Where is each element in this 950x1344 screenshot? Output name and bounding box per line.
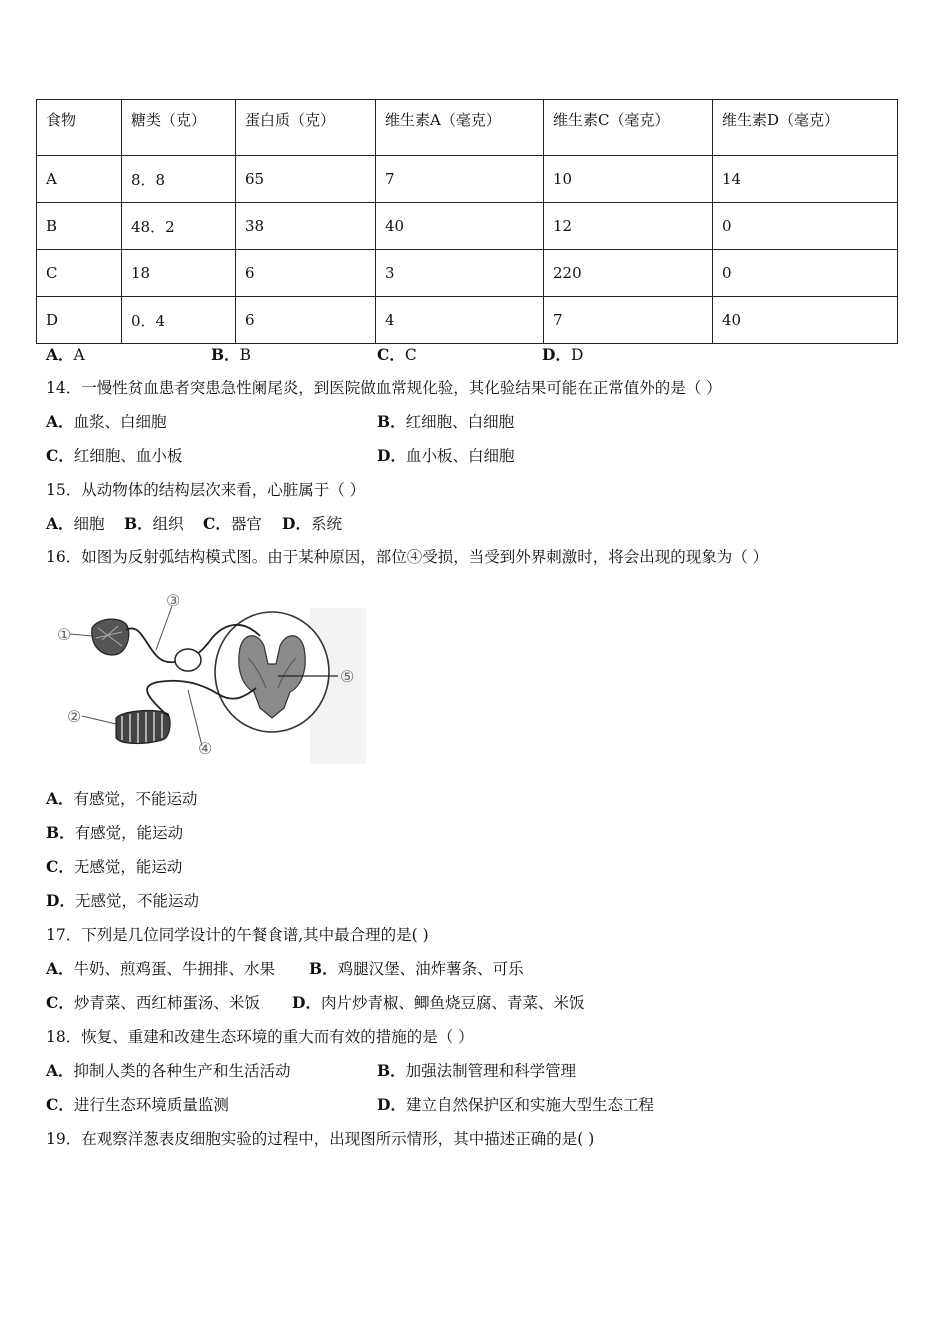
q17-option-a[interactable]: [46, 957, 275, 979]
option-text: 有感觉，不能运动: [73, 790, 198, 808]
option-text: 器官: [230, 515, 262, 533]
option-text: 抑制人类的各种生产和生活活动: [73, 1062, 291, 1080]
option-text: 血浆、白细胞: [73, 413, 167, 431]
q16-option-b[interactable]: [46, 821, 183, 843]
option-label: A．: [46, 345, 74, 364]
q19-stem: 19．在观察洋葱表皮细胞实验的过程中，出现图所示情形，其中描述正确的是( ): [46, 1130, 595, 1148]
table-row: [37, 250, 898, 297]
table-cell: 40: [713, 297, 898, 344]
option-text: 进行生态环境质量监测: [73, 1096, 229, 1114]
option-label: C．: [203, 514, 231, 533]
table-header-cell: 维生素D（毫克）: [713, 100, 898, 156]
reflex-arc-diagram: [52, 588, 368, 768]
q14-stem: 14．一慢性贫血患者突患急性阑尾炎，到医院做血常规化验，其化验结果可能在正常值外的是（ ）: [46, 379, 722, 397]
option-text: 红细胞、白细胞: [405, 413, 515, 431]
q17-stem: 17．下列是几位同学设计的午餐食谱,其中最合理的是( ): [46, 926, 429, 944]
table-cell: 40: [376, 203, 544, 250]
table-cell: 65: [236, 156, 376, 203]
q15-stem: 15．从动物体的结构层次来看，心脏属于（ ）: [46, 481, 366, 499]
option-text: 炒青菜、西红柿蛋汤、米饭: [73, 994, 260, 1012]
option-label: B．: [309, 959, 338, 978]
option-text: 无感觉，能运动: [73, 858, 183, 876]
reflex-arc-svg: [52, 588, 368, 768]
option-label: B．: [46, 823, 75, 842]
table-cell: D: [37, 297, 122, 344]
spinal-cord: [215, 612, 329, 732]
ganglion: [175, 649, 201, 671]
q14-option-a[interactable]: [46, 410, 167, 432]
q14-option-c[interactable]: [46, 444, 182, 466]
option-label: A．: [46, 1061, 74, 1080]
q13-option-c[interactable]: [377, 343, 417, 365]
option-label: A．: [46, 412, 74, 431]
q16-option-d[interactable]: [46, 889, 199, 911]
option-text: 鸡腿汉堡、油炸薯条、可乐: [337, 960, 524, 978]
label-4: ④: [198, 739, 213, 758]
table-header-cell: 蛋白质（克）: [236, 100, 376, 156]
option-label: D．: [542, 345, 571, 364]
label-2: ②: [67, 707, 82, 726]
q14-option-b[interactable]: [377, 410, 514, 432]
table-cell: B: [37, 203, 122, 250]
table-cell: 3: [376, 250, 544, 297]
option-text: 肉片炒青椒、鲫鱼烧豆腐、青菜、米饭: [320, 994, 585, 1012]
option-text: 系统: [310, 515, 342, 533]
table-cell: 6: [236, 250, 376, 297]
q18-stem: 18．恢复、重建和改建生态环境的重大而有效的措施的是（ ）: [46, 1028, 474, 1046]
table-header-cell: 食物: [37, 100, 122, 156]
q13-option-b[interactable]: [211, 343, 251, 365]
table-header-cell: 糖类（克）: [122, 100, 236, 156]
q17-option-d[interactable]: [292, 991, 584, 1013]
option-text: 无感觉，不能运动: [74, 892, 199, 910]
q16-option-c[interactable]: [46, 855, 182, 877]
q16-option-a[interactable]: [46, 787, 198, 809]
table-header-row: [37, 100, 898, 156]
option-label: D．: [292, 993, 321, 1012]
q15-option-a[interactable]: [46, 512, 105, 534]
effector: [116, 711, 170, 744]
table-cell: A: [37, 156, 122, 203]
option-text: C: [404, 346, 417, 364]
label-1: ①: [57, 625, 72, 644]
option-label: C．: [377, 345, 405, 364]
option-text: B: [239, 346, 251, 364]
option-label: A．: [46, 789, 74, 808]
table-cell: 220: [544, 250, 713, 297]
option-text: 血小板、白细胞: [405, 447, 515, 465]
q18-option-d[interactable]: [377, 1093, 654, 1115]
table-cell: 8．8: [122, 156, 236, 203]
option-label: A．: [46, 959, 74, 978]
option-text: 细胞: [73, 515, 105, 533]
option-label: C．: [46, 993, 74, 1012]
q14-option-d[interactable]: [377, 444, 514, 466]
q15-option-d[interactable]: [282, 512, 342, 534]
option-label: C．: [46, 1095, 74, 1114]
option-text: 牛奶、煎鸡蛋、牛拥排、水果: [73, 960, 276, 978]
table-cell: 4: [376, 297, 544, 344]
option-text: 红细胞、血小板: [73, 447, 183, 465]
table-cell: 12: [544, 203, 713, 250]
table-row: [37, 156, 898, 203]
option-label: B．: [377, 1061, 406, 1080]
table-cell: 0: [713, 203, 898, 250]
option-text: 有感觉，能运动: [74, 824, 184, 842]
option-label: C．: [46, 857, 74, 876]
q18-option-a[interactable]: [46, 1059, 291, 1081]
option-label: C．: [46, 446, 74, 465]
table-cell: 0: [713, 250, 898, 297]
option-label: D．: [377, 1095, 406, 1114]
option-label: B．: [377, 412, 406, 431]
option-text: A: [73, 346, 85, 364]
option-label: D．: [46, 891, 75, 910]
table-cell: 38: [236, 203, 376, 250]
table-cell: 0．4: [122, 297, 236, 344]
label-3: ③: [166, 591, 181, 610]
q13-option-d[interactable]: [542, 343, 583, 365]
q17-option-b[interactable]: [309, 957, 524, 979]
food-nutrient-table: [36, 99, 898, 344]
option-label: D．: [282, 514, 311, 533]
table-cell: 7: [544, 297, 713, 344]
option-text: 组织: [152, 515, 184, 533]
table-cell: 14: [713, 156, 898, 203]
q13-option-a[interactable]: [46, 343, 85, 365]
option-label: B．: [124, 514, 153, 533]
table-row: [37, 203, 898, 250]
table-header-cell: 维生素C（毫克）: [544, 100, 713, 156]
table-cell: 10: [544, 156, 713, 203]
option-text: 加强法制管理和科学管理: [405, 1062, 577, 1080]
table-cell: 18: [122, 250, 236, 297]
option-text: D: [570, 346, 584, 364]
q17-option-c[interactable]: [46, 991, 260, 1013]
q16-stem: 16．如图为反射弧结构模式图。由于某种原因，部位④受损，当受到外界刺激时，将会出现的现象为（ ）: [46, 548, 769, 566]
table-cell: 6: [236, 297, 376, 344]
option-label: B．: [211, 345, 240, 364]
table-header-cell: 维生素A（毫克）: [376, 100, 544, 156]
option-text: 建立自然保护区和实施大型生态工程: [405, 1096, 654, 1114]
q15-option-b[interactable]: [124, 512, 184, 534]
option-label: D．: [377, 446, 406, 465]
option-label: A．: [46, 514, 74, 533]
q18-option-c[interactable]: [46, 1093, 229, 1115]
table-cell: 48．2: [122, 203, 236, 250]
q18-option-b[interactable]: [377, 1059, 576, 1081]
table-row: [37, 297, 898, 344]
table-cell: 7: [376, 156, 544, 203]
table-cell: C: [37, 250, 122, 297]
label-5: ⑤: [340, 667, 355, 686]
q15-option-c[interactable]: [203, 512, 262, 534]
